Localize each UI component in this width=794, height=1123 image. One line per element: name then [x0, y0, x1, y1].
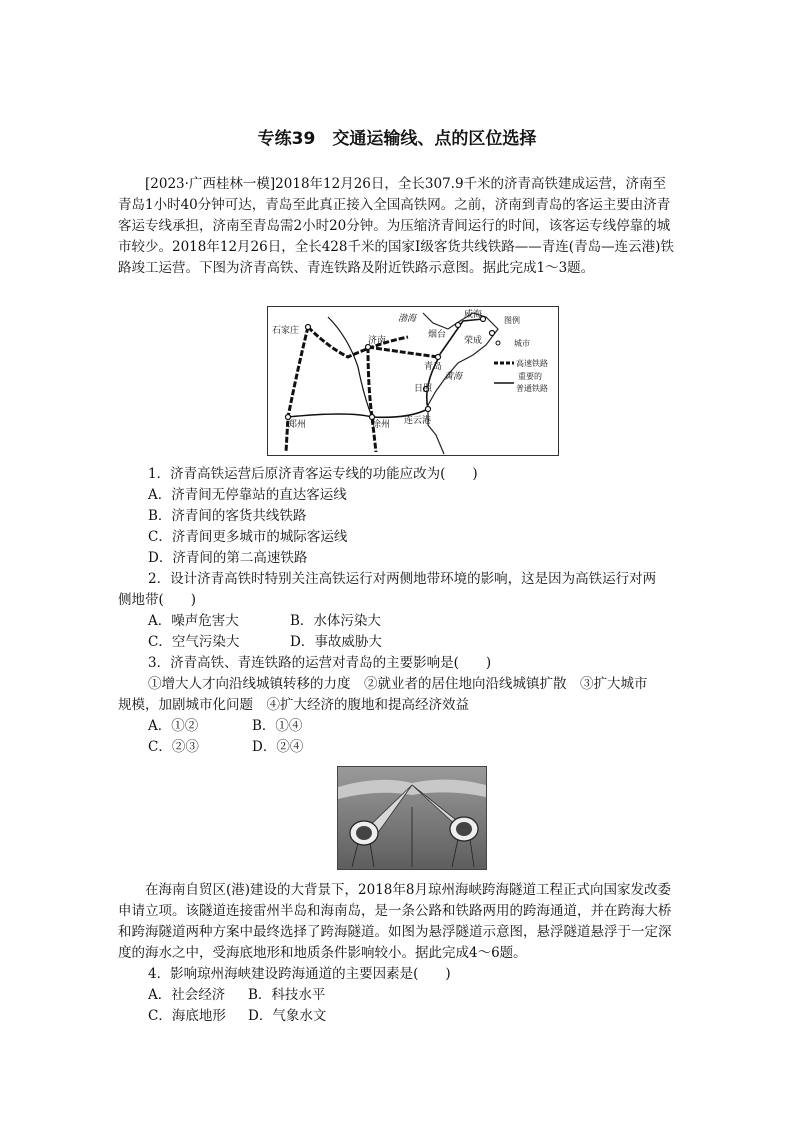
- legend-normal-label-2: 普通铁路: [516, 384, 548, 393]
- legend-title: 图例: [504, 316, 520, 325]
- legend-city-label: 城市: [514, 339, 530, 348]
- sea-label-huanghai: 黄海: [444, 372, 463, 382]
- q1-option-a: A．济青间无停靠站的直达客运线: [148, 487, 347, 503]
- q2-stem-line-1: 2．设计济青高铁时特别关注高铁运行对两侧地带环境的影响，这是因为高铁运行对两: [148, 571, 657, 587]
- tunnel-opening-left: [356, 826, 372, 840]
- city-dot-qingdao: [436, 355, 441, 360]
- sea-label-bohai: 渤海: [398, 314, 417, 324]
- q4-stem: 4．影响琼州海峡建设跨海通道的主要因素是( ): [148, 966, 451, 982]
- q1-option-b: B．济青间的客货共线铁路: [148, 508, 307, 524]
- q3-stem: 3．济青高铁、青连铁路的运营对青岛的主要影响是( ): [148, 655, 492, 671]
- q3-option-a: A．①②: [148, 718, 199, 734]
- intro-text-2: 在海南自贸区(港)建设的大背景下，2018年8月琼州海峡跨海隧道工程正式向国家发改委申请立项。该隧道连接雷州半岛和海南岛，是一条公路和铁路两用的跨海通道，并在跨海大桥和跨海隧道两种方案中最终选择了跨海隧道。如图为悬浮隧道示意图，悬浮隧道悬浮于一定深度的海水之中，受海底地形和地质条件影响较小。据此完成4～6题。: [118, 882, 672, 961]
- legend-normal-label-1: 重要的: [518, 372, 542, 381]
- floating-tunnel-svg: [338, 767, 486, 869]
- city-dot-yantai: [456, 323, 461, 328]
- q2-option-a: A．噪声危害大: [148, 613, 239, 629]
- q2-option-b: B．水体污染大: [290, 613, 381, 629]
- railway-map: [267, 306, 559, 456]
- city-markers: [286, 317, 495, 420]
- city-dot-xuzhou: [370, 415, 375, 420]
- q3-items-line-2: 规模，加剧城市化问题 ④扩大经济的腹地和提高经济效益: [118, 697, 469, 713]
- city-label-jinan: 济南: [368, 336, 387, 346]
- city-dot-shijiazhuang: [306, 325, 311, 330]
- tunnel-opening-right: [456, 822, 472, 836]
- city-label-xuzhou: 徐州: [372, 420, 391, 430]
- city-label-zhengzhou: 郑州: [288, 420, 307, 430]
- q4-option-c: C．海底地形: [148, 1008, 226, 1024]
- intro-text-1: [2023·广西桂林一模]2018年12月26日，全长307.9千米的济青高铁建成运营，济南至青岛1小时40分钟可达，青岛至此真正接入全国高铁网。之前，济南到青岛的客运主要由济青客运专线承担，济南至青岛需2小时20分钟。为压缩济青间运行的时间，该客运专线停靠的城市较少。2018年12月26日，全长428千米的国家Ⅰ级客货共线铁路——青连(青岛—连云港)铁路竣工运营。下图为济青高铁、青连铁路及附近铁路示意图。据此完成1～3题。: [118, 176, 674, 276]
- normal-rail-inland: [328, 317, 372, 417]
- city-dot-rongcheng: [490, 331, 495, 336]
- city-label-weihai: 威海: [464, 310, 483, 320]
- city-label-rizhao: 日照: [414, 384, 433, 394]
- highspeed-rail-jiqing: [368, 347, 438, 357]
- q4-option-a: A．社会经济: [148, 987, 226, 1003]
- city-dot-zhengzhou: [286, 415, 291, 420]
- q3-option-c: C．②③: [148, 739, 199, 755]
- q2-option-c: C．空气污染大: [148, 634, 240, 650]
- city-label-lianyungang: 连云港: [404, 416, 432, 426]
- city-label-yantai: 烟台: [428, 330, 447, 340]
- q4-option-b: B．科技水平: [248, 987, 326, 1003]
- q1-stem: 1．济青高铁运营后原济青客运专线的功能应改为( ): [148, 466, 478, 482]
- highspeed-rail-west: [286, 327, 308, 452]
- city-label-rongcheng: 荣成: [464, 336, 483, 346]
- intro-paragraph-1: [118, 174, 676, 279]
- q1-option-c: C．济青间更多城市的城际客运线: [148, 529, 348, 545]
- q2-option-d: D．事故威胁大: [290, 634, 382, 650]
- city-label-qingdao: 青岛: [424, 362, 443, 372]
- intro-paragraph-2: [118, 880, 676, 964]
- highspeed-rail-south: [368, 347, 376, 452]
- floating-tunnel-illustration: [337, 766, 487, 870]
- q2-stem-line-2: 侧地带( ): [118, 592, 197, 608]
- q3-option-d: D．②④: [252, 739, 304, 755]
- highspeed-rail-north: [308, 327, 408, 357]
- railway-map-svg: [268, 307, 558, 455]
- city-label-shijiazhuang: 石家庄: [272, 326, 300, 336]
- legend-highspeed-label: 高速铁路: [516, 359, 548, 368]
- q3-items-line-1: ①增大人才向沿线城镇转移的力度 ②就业者的居住地向沿线城镇扩散 ③扩大城市: [148, 676, 648, 692]
- page-title: 专练39 交通运输线、点的区位选择: [257, 129, 537, 149]
- map-legend: [494, 315, 548, 393]
- city-dot-lianyungang: [426, 407, 431, 412]
- q3-option-b: B．①④: [252, 718, 303, 734]
- q4-option-d: D．气象水文: [248, 1008, 327, 1024]
- q1-option-d: D．济青间的第二高速铁路: [148, 550, 308, 566]
- legend-city-icon: [496, 341, 500, 345]
